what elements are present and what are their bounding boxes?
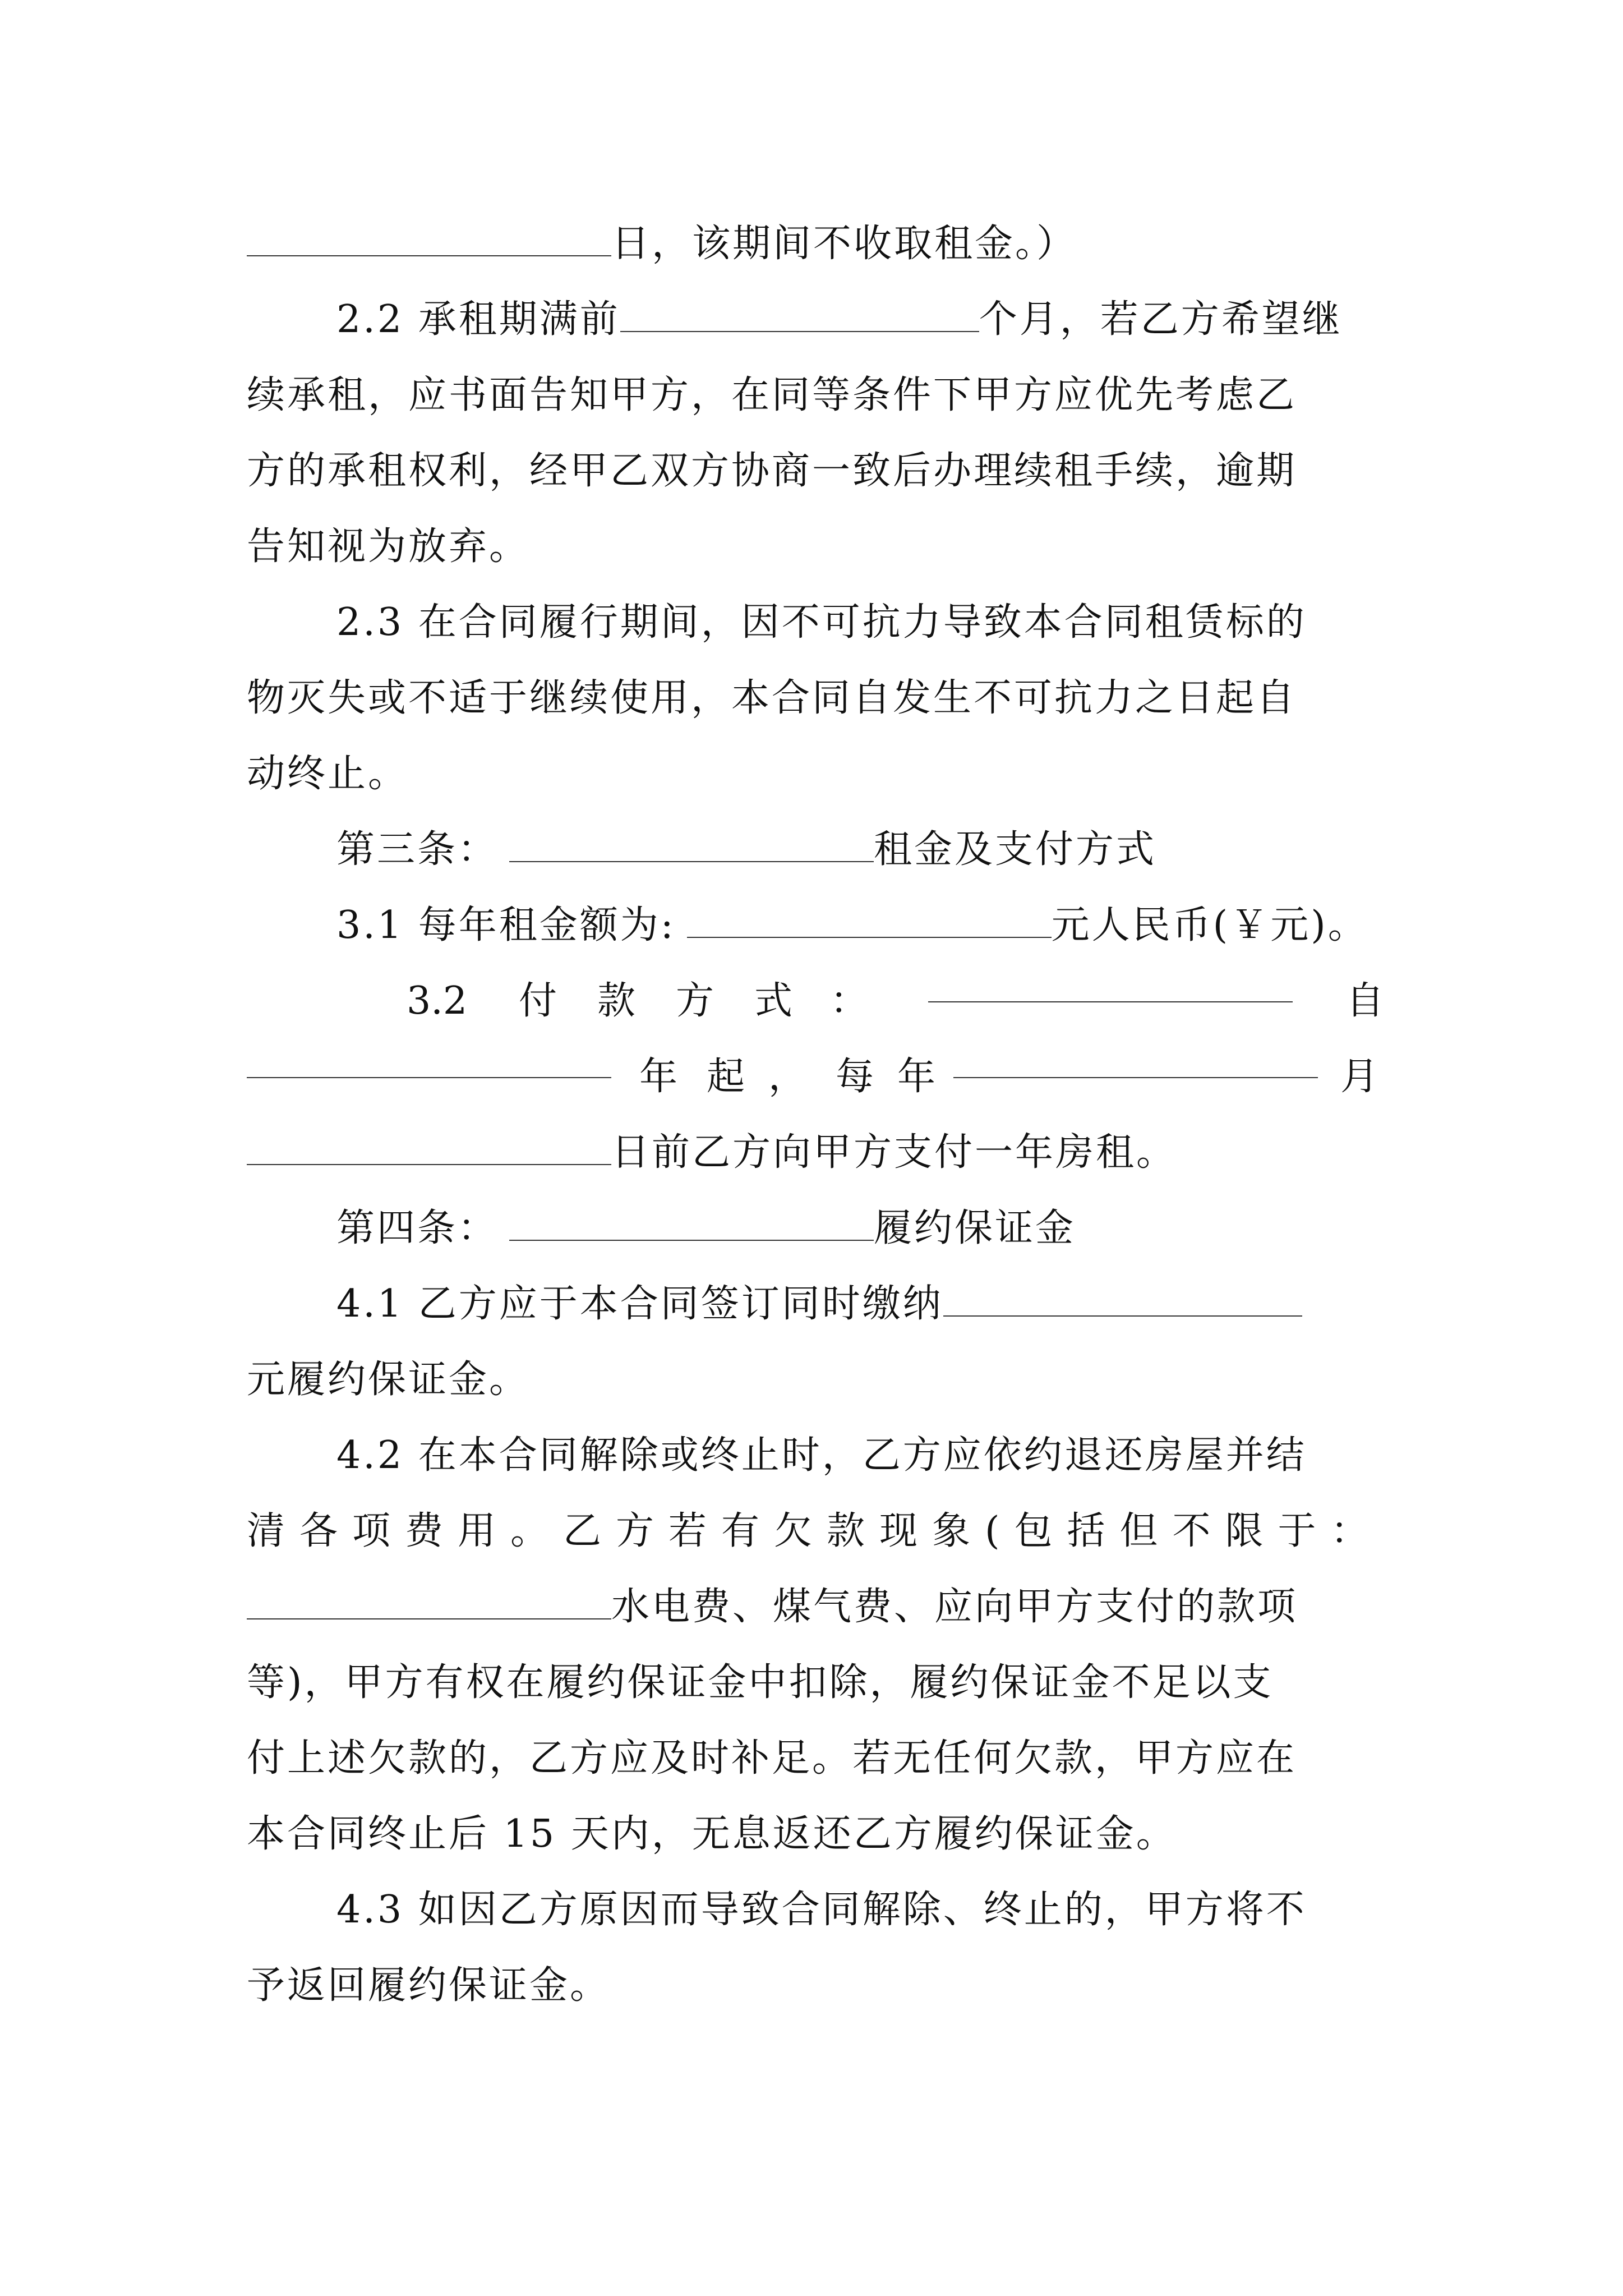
text-line [336, 1876, 1307, 1944]
clause-3-2-char: 每 [836, 1055, 874, 1099]
line-text: 水电费、煤气费、应向甲方支付的款项 [611, 1585, 1298, 1629]
article-3-label: 第三条： [336, 827, 499, 872]
article-4-label: 第四条： [336, 1206, 499, 1250]
fill-blank [620, 297, 979, 332]
clause-3-2-char: ： [830, 979, 869, 1023]
clause-3-2-char: 起 [707, 1055, 745, 1099]
fill-blank [247, 1077, 611, 1078]
text-line [336, 1422, 1307, 1489]
clause-2-2-text: 2.2 承租期满前 [336, 297, 620, 342]
clause-2-3-text: 2.3 在合同履行期间，因不可抗力导致本合同租赁标的 [336, 600, 1307, 645]
text-line [247, 1346, 529, 1414]
text-line [336, 286, 1343, 353]
line-text: 清各项费用。乙方若有欠款现象(包括但不限于： [247, 1509, 1384, 1553]
clause-3-2-char: 款 [597, 979, 636, 1023]
text-line [336, 589, 1307, 656]
text-line [247, 1952, 610, 2019]
line-text: 付上述欠款的，乙方应及时补足。若无任何欠款，甲方应在 [247, 1736, 1297, 1780]
clause-3-1-text: 3.1 每年租金额为: [336, 903, 676, 947]
text-line [247, 1573, 1298, 1641]
text-line [336, 892, 1368, 959]
clause-4-3-text: 4.3 如因乙方原因而导致合同解除、终止的，甲方将不 [336, 1888, 1307, 1932]
line-text: 个月，若乙方希望继 [979, 297, 1343, 342]
text-line [336, 1271, 1302, 1338]
text-line [247, 1725, 1297, 1792]
text-line [247, 1649, 1274, 1717]
clause-3-2-char: 方 [676, 979, 714, 1023]
fill-blank [247, 222, 611, 256]
clause-3-2-char: 付 [519, 979, 557, 1023]
clause-3-2-char: 式 [754, 979, 793, 1023]
text-line [247, 1801, 1177, 1868]
article-4-title: 履约保证金 [874, 1206, 1076, 1250]
clause-3-2-char: 自 [1346, 979, 1385, 1023]
fill-blank [247, 1585, 611, 1619]
line-text: 续承租，应书面告知甲方，在同等条件下甲方应优先考虑乙 [247, 373, 1297, 417]
fill-blank [953, 1077, 1318, 1078]
text-line [247, 513, 529, 581]
text-line [247, 665, 1297, 732]
text-line [247, 740, 408, 808]
clause-3-2-number: 3.2 [407, 979, 468, 1023]
fill-blank [928, 1001, 1293, 1002]
text-line [247, 1119, 1177, 1186]
fill-blank [509, 827, 874, 862]
clause-3-2-char: 月 [1340, 1055, 1379, 1099]
text-line [247, 1498, 1384, 1565]
line-text: 等)，甲方有权在履约保证金中扣除，履约保证金不足以支 [247, 1660, 1274, 1705]
line-text: 动终止。 [247, 752, 409, 796]
clause-3-2-char: ， [768, 1055, 807, 1099]
article-heading [336, 816, 1156, 884]
line-text: 本合同终止后 15 天内，无息返还乙方履约保证金。 [247, 1812, 1177, 1856]
fill-blank [687, 903, 1052, 938]
line-text: 物灭失或不适于继续使用，本合同自发生不可抗力之日起自 [247, 676, 1297, 720]
article-3-title: 租金及支付方式 [874, 827, 1157, 872]
fill-blank [247, 1130, 611, 1165]
text-line [247, 362, 1297, 429]
line-text: 方的承租权利，经甲乙双方协商一致后办理续租手续，逾期 [247, 449, 1297, 493]
line-text: 告知视为放弃。 [247, 524, 530, 569]
fill-blank [509, 1206, 874, 1241]
clause-4-2-text: 4.2 在本合同解除或终止时，乙方应依约退还房屋并结 [336, 1433, 1307, 1478]
clause-4-1-text: 4.1 乙方应于本合同签订同时缴纳 [336, 1282, 943, 1326]
article-heading [336, 1195, 1076, 1262]
line-text: 日前乙方向甲方支付一年房租。 [611, 1130, 1177, 1175]
text-line [247, 438, 1297, 505]
line-text: 元人民币(￥元)。 [1051, 903, 1368, 947]
clause-3-2-char: 年 [897, 1055, 936, 1099]
line-text: 元履约保证金。 [247, 1358, 530, 1402]
line-text: 予返回履约保证金。 [247, 1963, 611, 2008]
line-text: 日，该期间不收取租金。） [611, 222, 1077, 266]
fill-blank [943, 1282, 1302, 1317]
clause-3-2-char: 年 [639, 1055, 678, 1099]
text-line [247, 210, 1077, 278]
